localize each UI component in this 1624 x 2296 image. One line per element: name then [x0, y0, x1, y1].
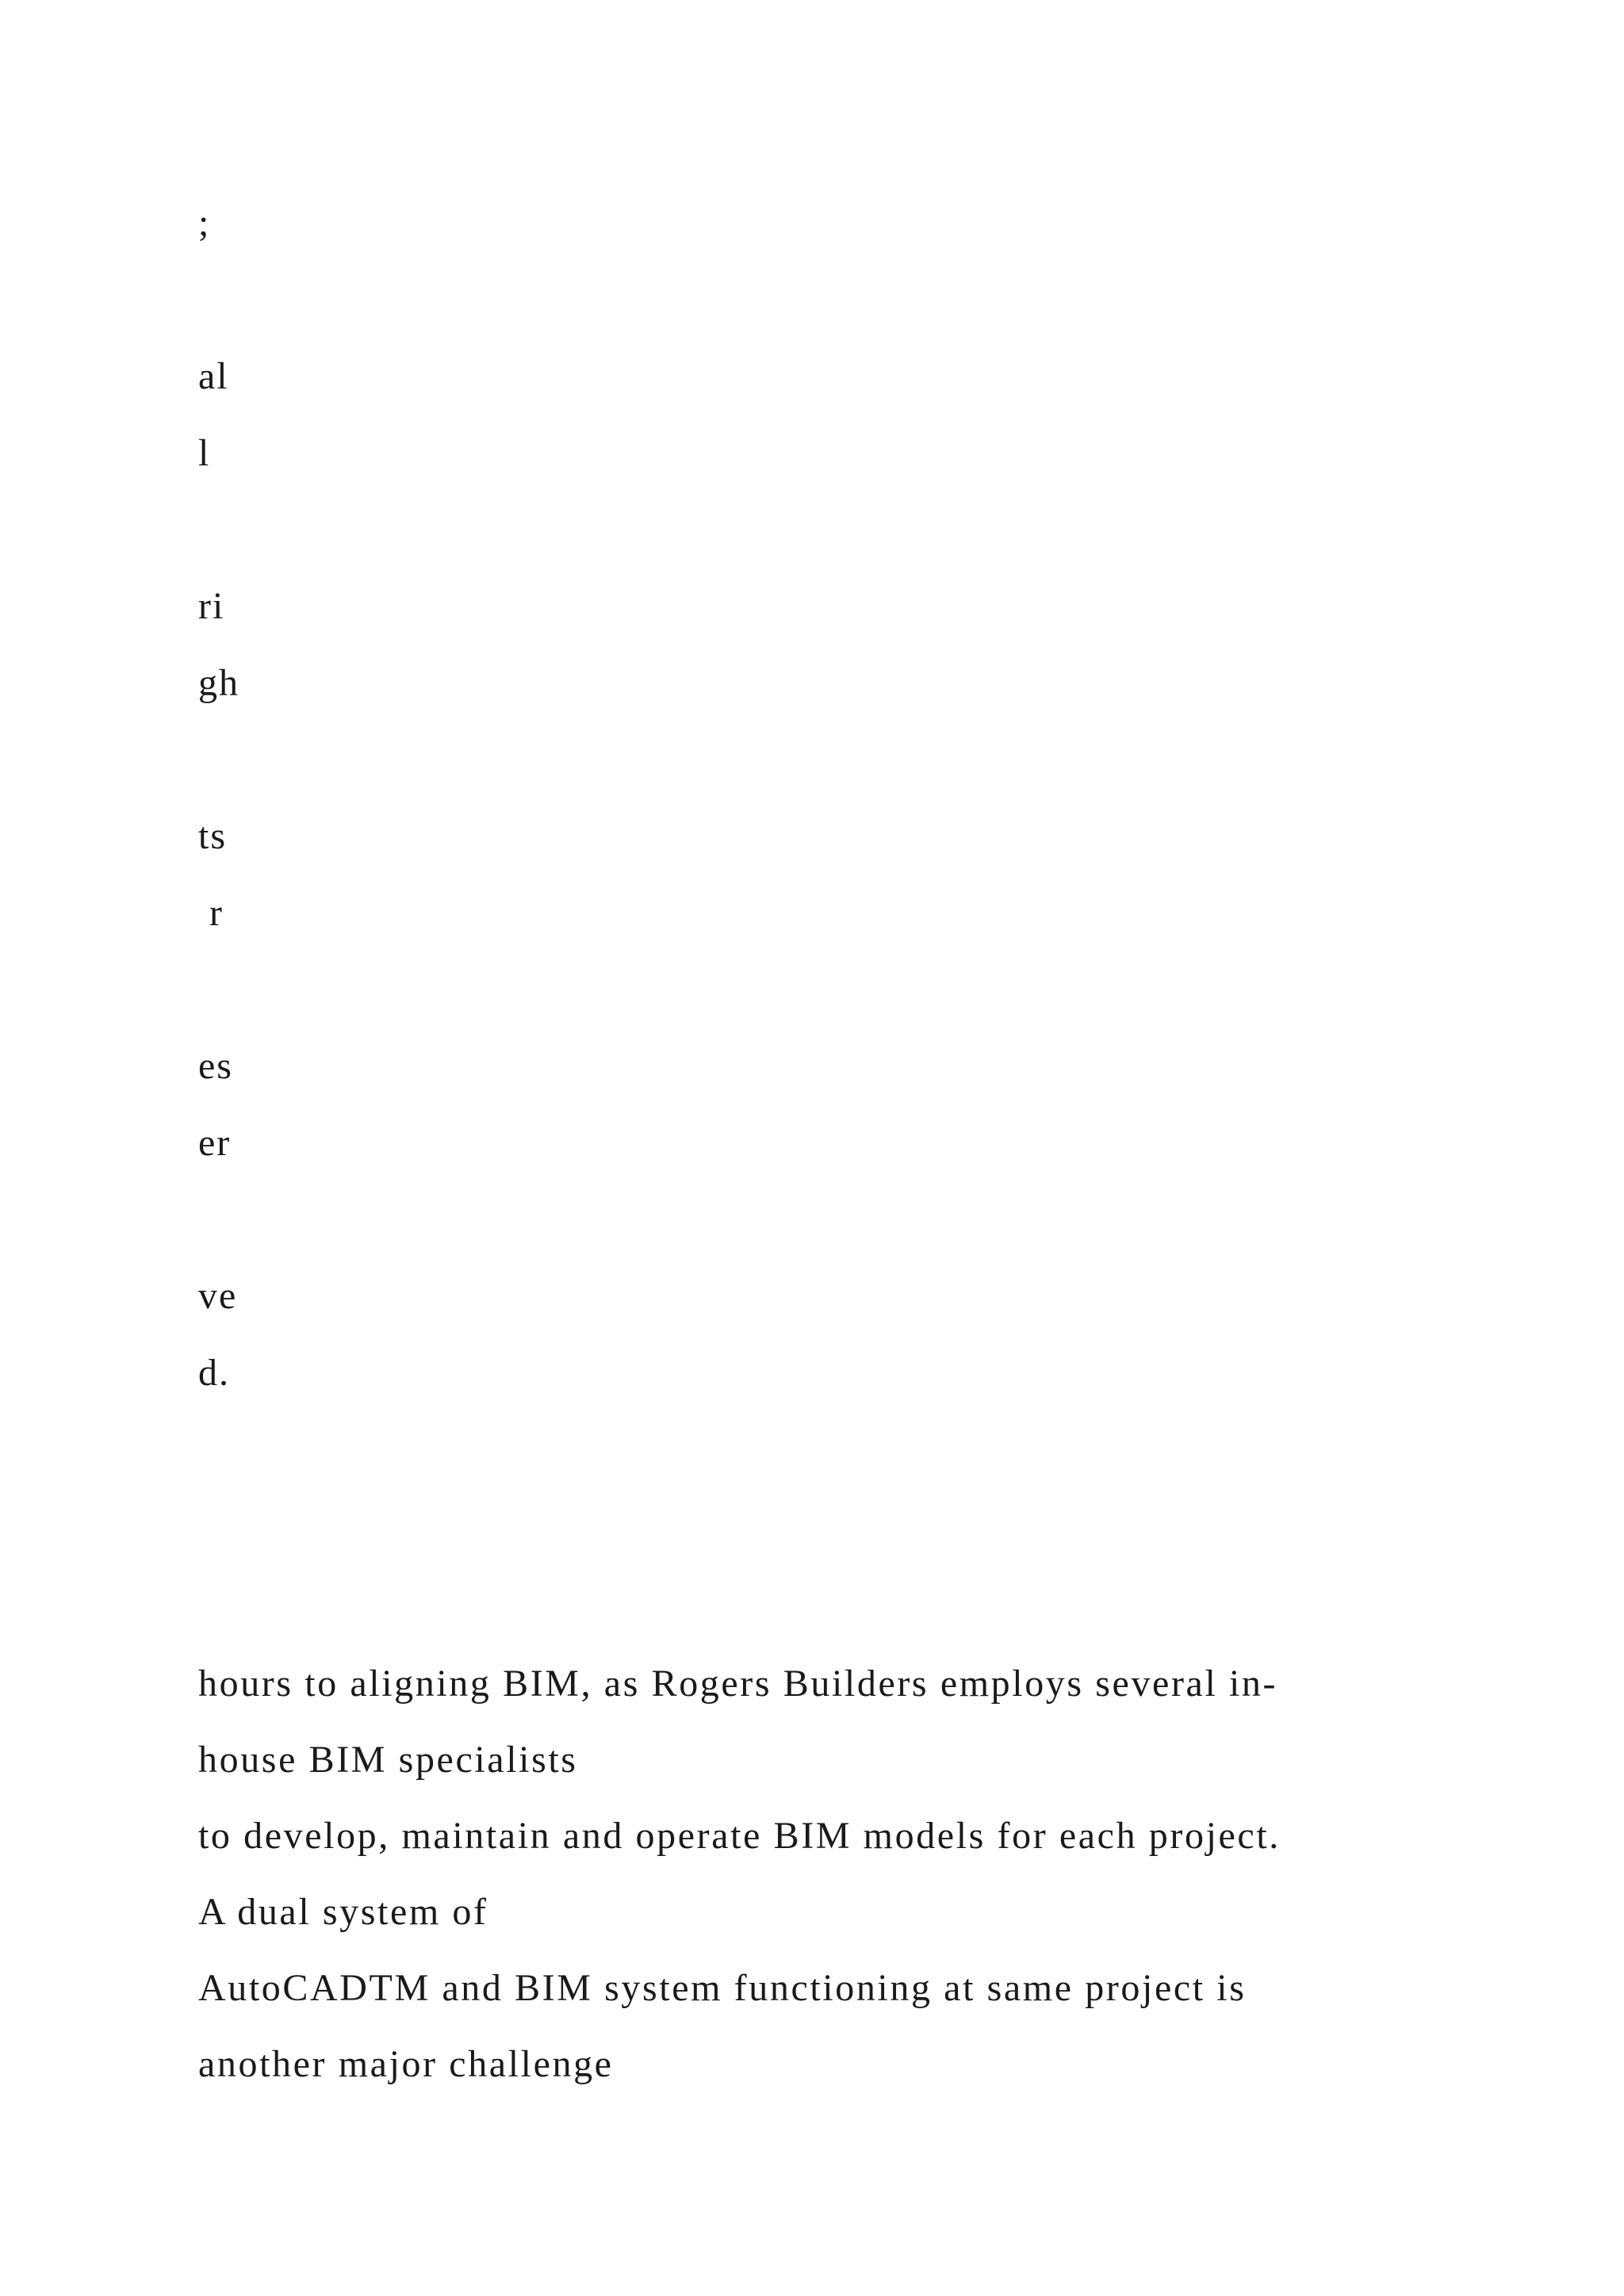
paragraph-line: hours to aligning BIM, as Rogers Builders employs several in-: [198, 1663, 1278, 1705]
text-fragment: ve: [198, 1275, 238, 1317]
text-fragment: l: [198, 432, 211, 474]
paragraph-line: house BIM specialists: [198, 1739, 578, 1781]
text-fragment: es: [198, 1045, 233, 1087]
text-fragment: d.: [198, 1352, 230, 1394]
text-fragment: ;: [198, 202, 211, 244]
text-fragment: er: [198, 1122, 232, 1164]
text-fragment: ts: [198, 815, 228, 857]
paragraph-line: to develop, maintain and operate BIM models for each project.: [198, 1815, 1281, 1857]
text-fragment: ri: [198, 585, 225, 627]
body-paragraph: [198, 1665, 1546, 2122]
paragraph-line: AutoCADTM and BIM system functioning at same project is: [198, 1967, 1247, 2009]
text-fragment: gh: [198, 662, 239, 704]
paragraph-line: another major challenge: [198, 2043, 614, 2085]
text-fragment: al: [198, 355, 229, 397]
text-fragment: r: [198, 892, 224, 934]
paragraph-line: A dual system of: [198, 1891, 488, 1933]
